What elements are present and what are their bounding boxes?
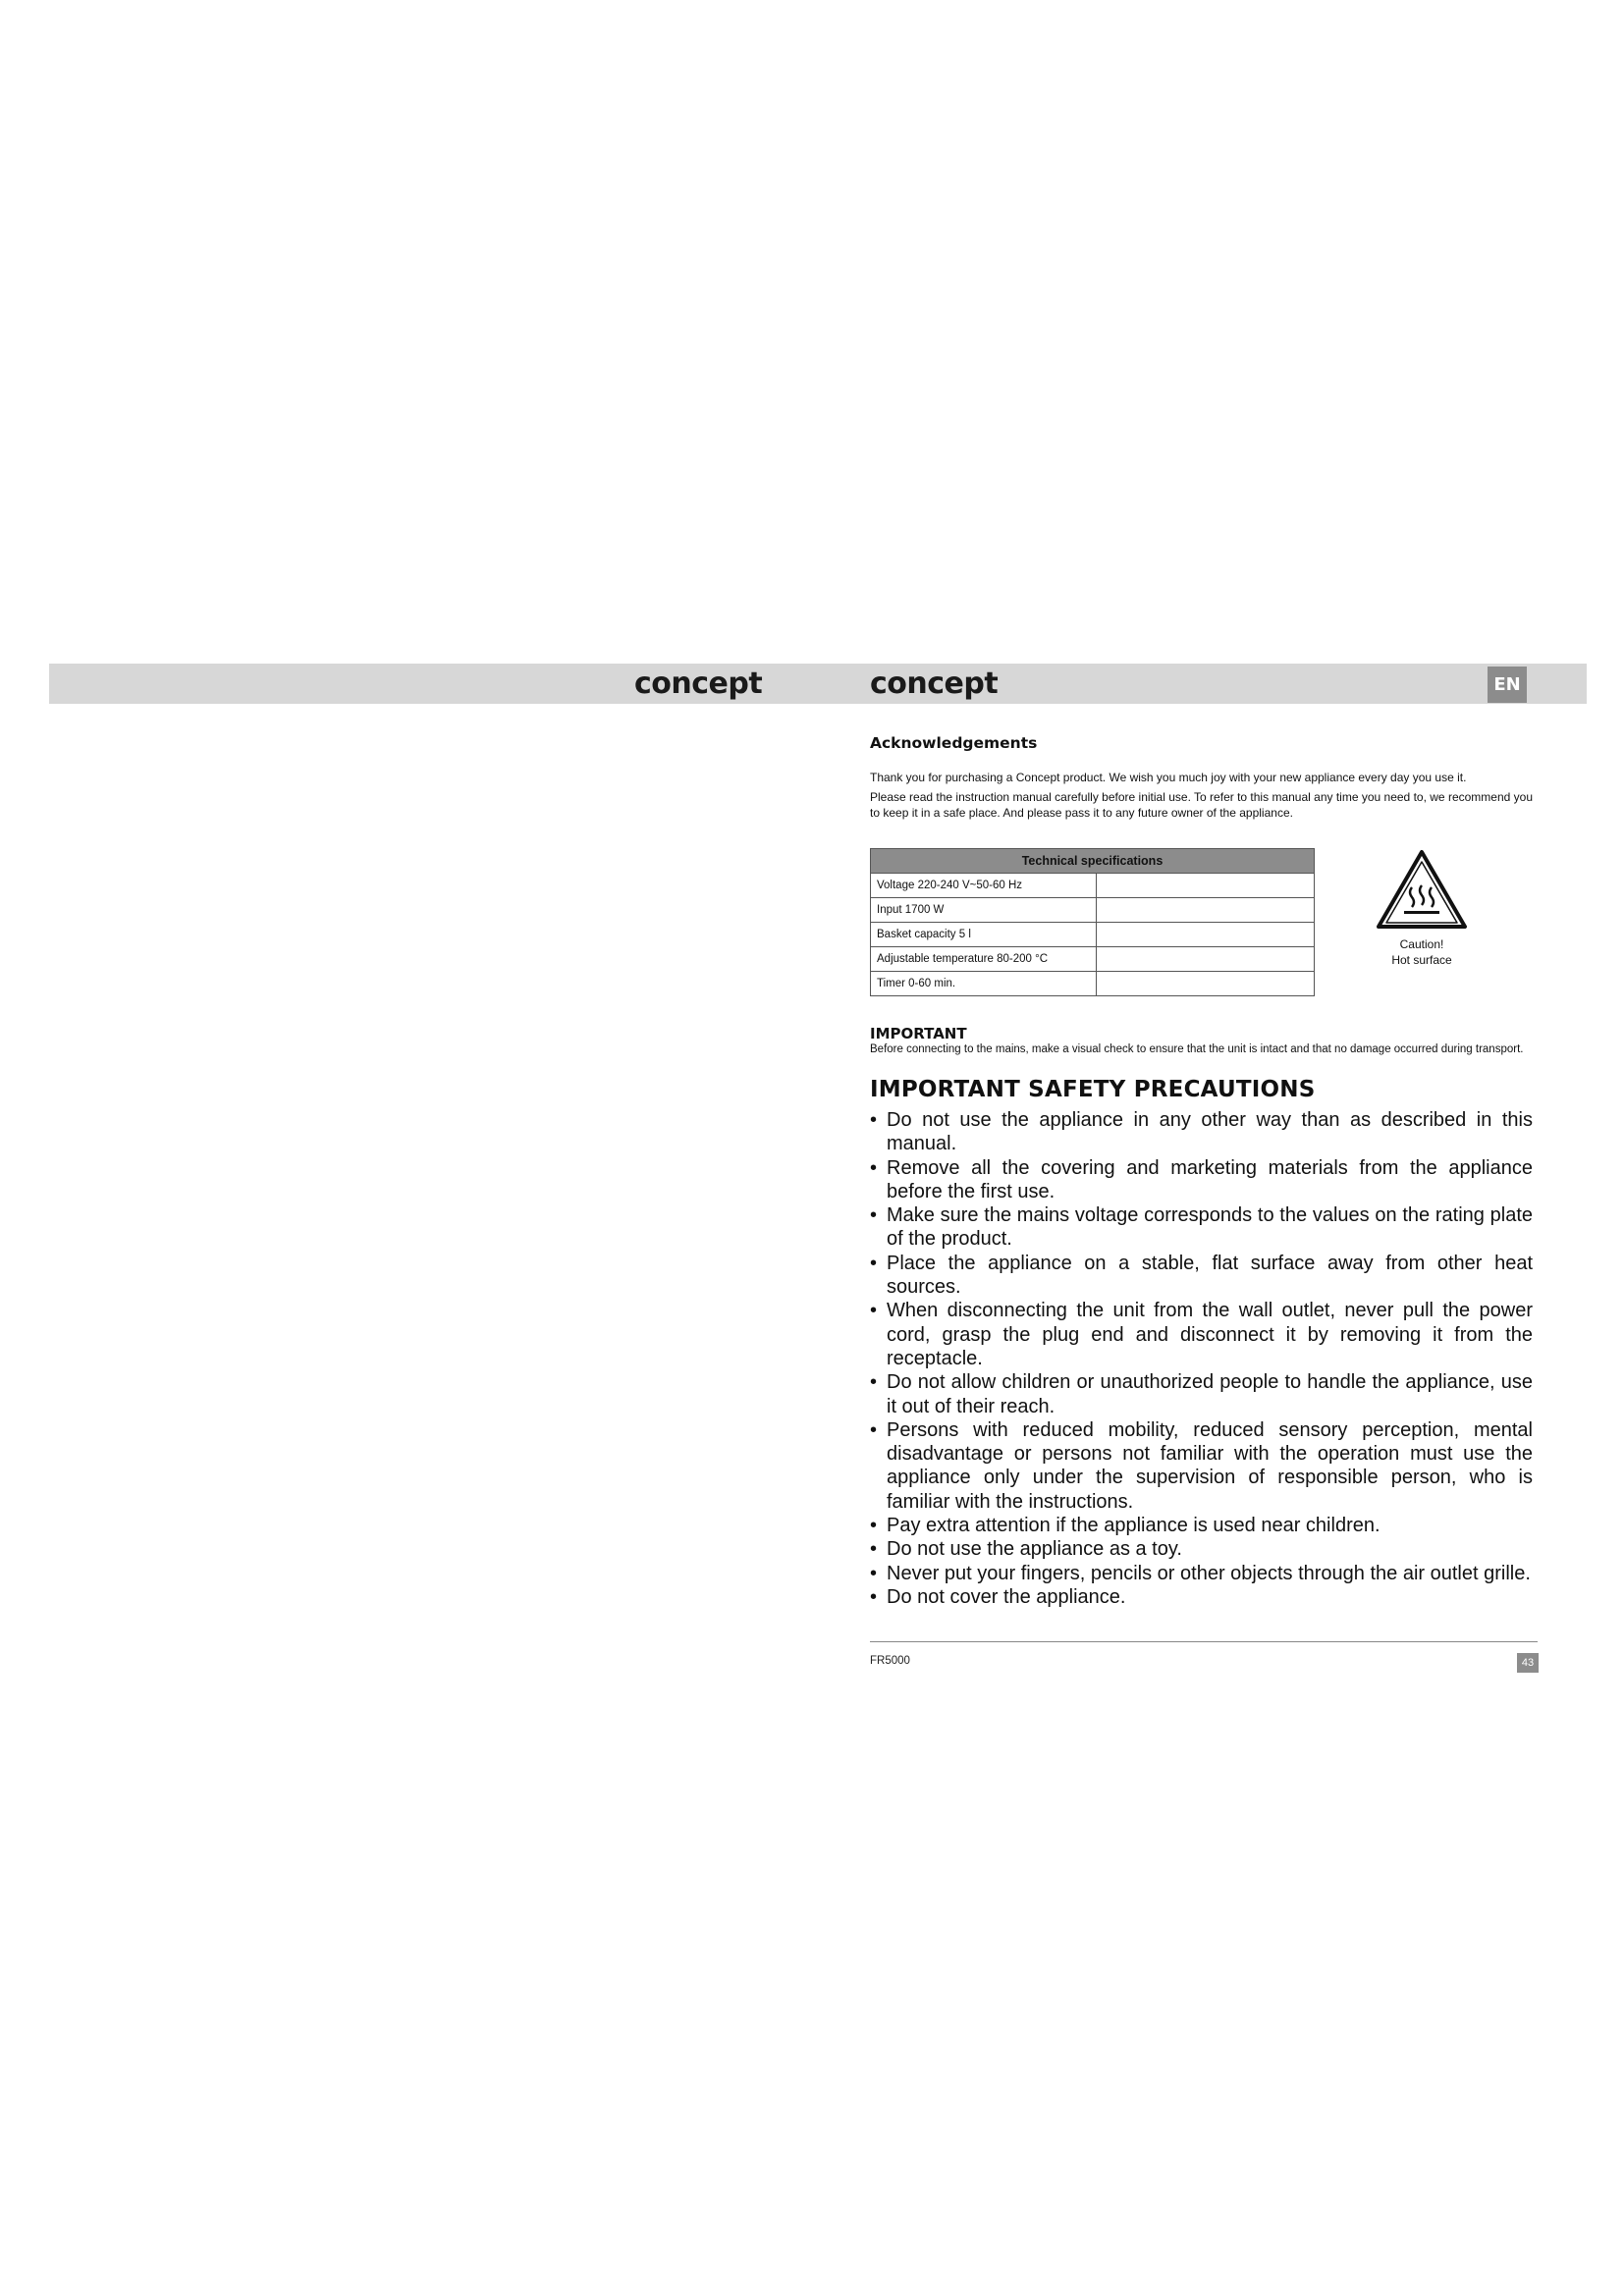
- precaution-text: When disconnecting the unit from the wall outlet, never pull the power cord, grasp the plug end and disconnect it by removing it from the receptacle.: [887, 1300, 1533, 1369]
- bullet-icon: •: [870, 1515, 878, 1537]
- bullet-icon: •: [870, 1585, 878, 1608]
- hot-surface-warning-icon: [1375, 848, 1469, 931]
- caution-label: [1368, 936, 1476, 968]
- precaution-text: Do not cover the appliance.: [887, 1585, 1126, 1608]
- precaution-text: Make sure the mains voltage corresponds to the values on the rating plate of the product.: [887, 1204, 1533, 1251]
- precaution-text: Place the appliance on a stable, flat surface away from other heat sources.: [887, 1252, 1533, 1299]
- brand-logo-left: concept: [634, 667, 763, 701]
- spec-value-cell: [1097, 898, 1315, 923]
- specs-section: [870, 848, 1533, 1007]
- spec-cell: Adjustable temperature 80-200 °C: [871, 947, 1097, 972]
- acknowledgements-paragraph-1: Thank you for purchasing a Concept product. We wish you much joy with your new appliance every day you use it.: [870, 771, 1467, 784]
- caution-line-2: Hot surface: [1391, 953, 1452, 967]
- list-item: [870, 1537, 1533, 1561]
- acknowledgements-title: Acknowledgements: [870, 734, 1038, 752]
- precaution-text: Pay extra attention if the appliance is used near children.: [887, 1515, 1380, 1537]
- precaution-text: Remove all the covering and marketing materials from the appliance before the first use.: [887, 1156, 1533, 1202]
- precaution-text: Never put your fingers, pencils or other objects through the air outlet grille.: [887, 1562, 1531, 1584]
- precaution-text: Do not use the appliance as a toy.: [887, 1538, 1182, 1561]
- technical-specifications-table: [870, 848, 1315, 996]
- bullet-icon: •: [870, 1156, 878, 1179]
- page-number: 43: [1517, 1653, 1539, 1673]
- bullet-icon: •: [870, 1418, 878, 1441]
- table-row: [871, 874, 1315, 898]
- spec-table-header: Technical specifications: [871, 849, 1315, 874]
- spec-cell: Input 1700 W: [871, 898, 1097, 923]
- footer-model-number: FR5000: [870, 1655, 910, 1667]
- spec-cell: Voltage 220-240 V~50-60 Hz: [871, 874, 1097, 898]
- precaution-text: Persons with reduced mobility, reduced sensory perception, mental disadvantage or persons not familiar with the operation must use the appliance only under the supervision of responsible person, who is familiar with the instructions.: [887, 1418, 1533, 1513]
- precaution-text: Do not allow children or unauthorized people to handle the appliance, use it out of their reach.: [887, 1371, 1533, 1417]
- list-item: [870, 1418, 1533, 1514]
- spec-cell: Basket capacity 5 l: [871, 923, 1097, 947]
- acknowledgements-paragraph-2: Please read the instruction manual carefully before initial use. To refer to this manual any time you need to, we recommend you to keep it in a safe place. And please pass it to any future owner of the appliance.: [870, 790, 1533, 820]
- bullet-icon: •: [870, 1109, 878, 1131]
- precaution-text: Do not use the appliance in any other way than as described in this manual.: [887, 1109, 1533, 1155]
- table-row: [871, 947, 1315, 972]
- bullet-icon: •: [870, 1562, 878, 1584]
- caution-block: [1368, 848, 1476, 968]
- bullet-icon: •: [870, 1252, 878, 1274]
- spec-value-cell: [1097, 972, 1315, 996]
- table-row: [871, 972, 1315, 996]
- safety-heading: IMPORTANT SAFETY PRECAUTIONS: [870, 1077, 1316, 1102]
- spec-cell: Timer 0-60 min.: [871, 972, 1097, 996]
- footer-divider: [870, 1641, 1538, 1642]
- header-bar: [49, 664, 1587, 704]
- brand-logo-right: concept: [870, 667, 999, 701]
- caution-line-1: Caution!: [1399, 937, 1444, 951]
- important-heading: IMPORTANT: [870, 1025, 967, 1042]
- spec-value-cell: [1097, 923, 1315, 947]
- bullet-icon: •: [870, 1371, 878, 1394]
- page-content: [870, 734, 1533, 1609]
- list-item: [870, 1514, 1533, 1537]
- table-row: [871, 898, 1315, 923]
- list-item: [870, 1585, 1533, 1609]
- list-item: [870, 1370, 1533, 1418]
- spec-value-cell: [1097, 947, 1315, 972]
- list-item: [870, 1203, 1533, 1252]
- spec-value-cell: [1097, 874, 1315, 898]
- bullet-icon: •: [870, 1538, 878, 1561]
- safety-precautions-list: [870, 1108, 1533, 1609]
- list-item: [870, 1299, 1533, 1370]
- bullet-icon: •: [870, 1204, 878, 1227]
- language-badge: EN: [1488, 667, 1527, 703]
- list-item: [870, 1156, 1533, 1204]
- list-item: [870, 1108, 1533, 1156]
- important-text: Before connecting to the mains, make a visual check to ensure that the unit is intact and that no damage occurred during transport.: [870, 1043, 1524, 1055]
- list-item: [870, 1252, 1533, 1300]
- bullet-icon: •: [870, 1300, 878, 1322]
- table-row: [871, 923, 1315, 947]
- list-item: [870, 1562, 1533, 1585]
